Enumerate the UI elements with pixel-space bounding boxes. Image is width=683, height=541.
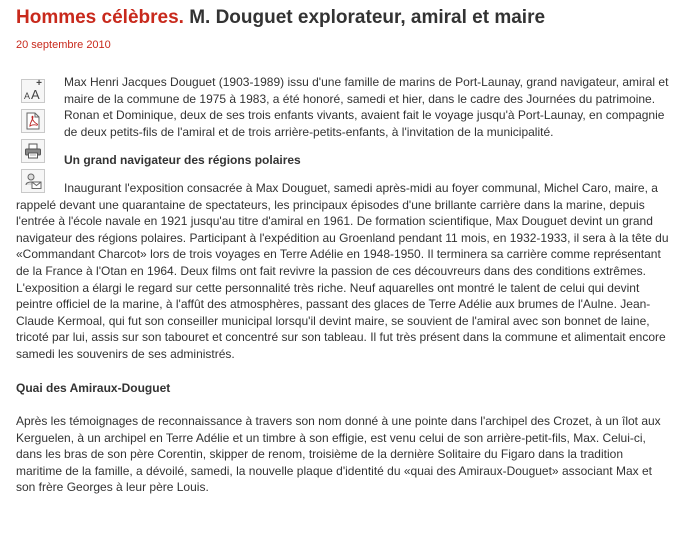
article-category: Hommes célèbres. [16, 7, 184, 28]
font-size-small-letter: A [24, 91, 31, 101]
article-title: M. Douguet explorateur, amiral et maire [189, 7, 546, 28]
article-paragraph: Après les témoignages de reconnaissance à travers son nom donné à une pointe dans l'archipel des Crozet, à un îlot aux Kerguelen, à un archipel en Terre Adélie et un timbre à son effigie, est venu celui de son arrière-petit-fils, Max. Celui-ci, dans les bras de son père Corentin, skipper de renom, troisième de la dernière Solitaire du Figaro dans la tradition maritime de la famille, a dévoilé, samedi, la nouvelle plaque d'identité du «quai des Amiraux-Douguet» associant Max et son frère Georges à leur père Louis. [16, 414, 661, 495]
print-icon [24, 143, 42, 159]
article-toolbar [21, 79, 49, 199]
article-headline [16, 7, 545, 29]
article-intro: Max Henri Jacques Douguet (1903-1989) issu d'une famille de marins de Port-Launay, grand navigateur, amiral et maire de la commune de 1975 à 1983, a été honoré, samedi et hier, dans le cadre des Journées du patrimoine. Ronan et Dominique, deux de ses trois enfants vivants, avaient fait le voyage jusqu'à Port-Launay, en compagnie de deux petits-fils de l'amiral et de trois arrière-petits-enfants, à l'invitation de la municipalité. [64, 75, 669, 139]
email-button[interactable] [21, 169, 45, 193]
pdf-icon [25, 112, 41, 130]
article-paragraph: Inaugurant l'exposition consacrée à Max Douguet, samedi après-midi au foyer communal, Michel Caro, maire, a rappelé devant une quarantaine de spectateurs, les principaux épisodes d'une brillante carrière dans la marine, depuis l'entrée à l'école navale en 1921 jusqu'au titre d'amiral en 1961. De formation scientifique, Max Douguet devint un grand navigateur des régions polaires. Participant à l'expédition au Groenland pendant 11 mois, en 1932-1933, il sera à la tête du «Commandant Charcot» lors de trois voyages en Terre Adélie en 1948-1950. Il terminera sa carrière comme représentant de la France à l'Otan en 1964. Deux films ont fait revivre la passion de ces découvreurs dans des conditions extrêmes. L'exposition a élargi le regard sur cette personnalité très riche. Neuf aquarelles ont montré le talent de celui qui devint peintre officiel de la marine, à l'affût des atmosphères, passant des glaces de Terre Adélie aux brumes de l'Aulne. Jean-Claude Kermoal, qui fut son conseiller municipal lorsqu'il devint maire, se souvient de l'amiral avec son bonnet de laine, tricoté par lui, assis sur son tabouret et concentré sur son tableau. Il fut très présent dans la commune et alimentait encore samedi les souvenirs de ses administrés. [16, 180, 669, 361]
article-subheading: Quai des Amiraux-Douguet [16, 380, 171, 395]
font-size-large-letter: A [31, 87, 40, 102]
pdf-button[interactable] [21, 109, 45, 133]
article-subheading: Un grand navigateur des régions polaires [64, 153, 301, 168]
email-icon [24, 172, 42, 190]
article-date: 20 septembre 2010 [16, 39, 111, 51]
font-size-icon [23, 78, 43, 102]
print-button[interactable] [21, 139, 45, 163]
font-size-plus: + [36, 78, 42, 89]
article-body [16, 74, 672, 496]
font-size-button[interactable] [21, 79, 45, 103]
